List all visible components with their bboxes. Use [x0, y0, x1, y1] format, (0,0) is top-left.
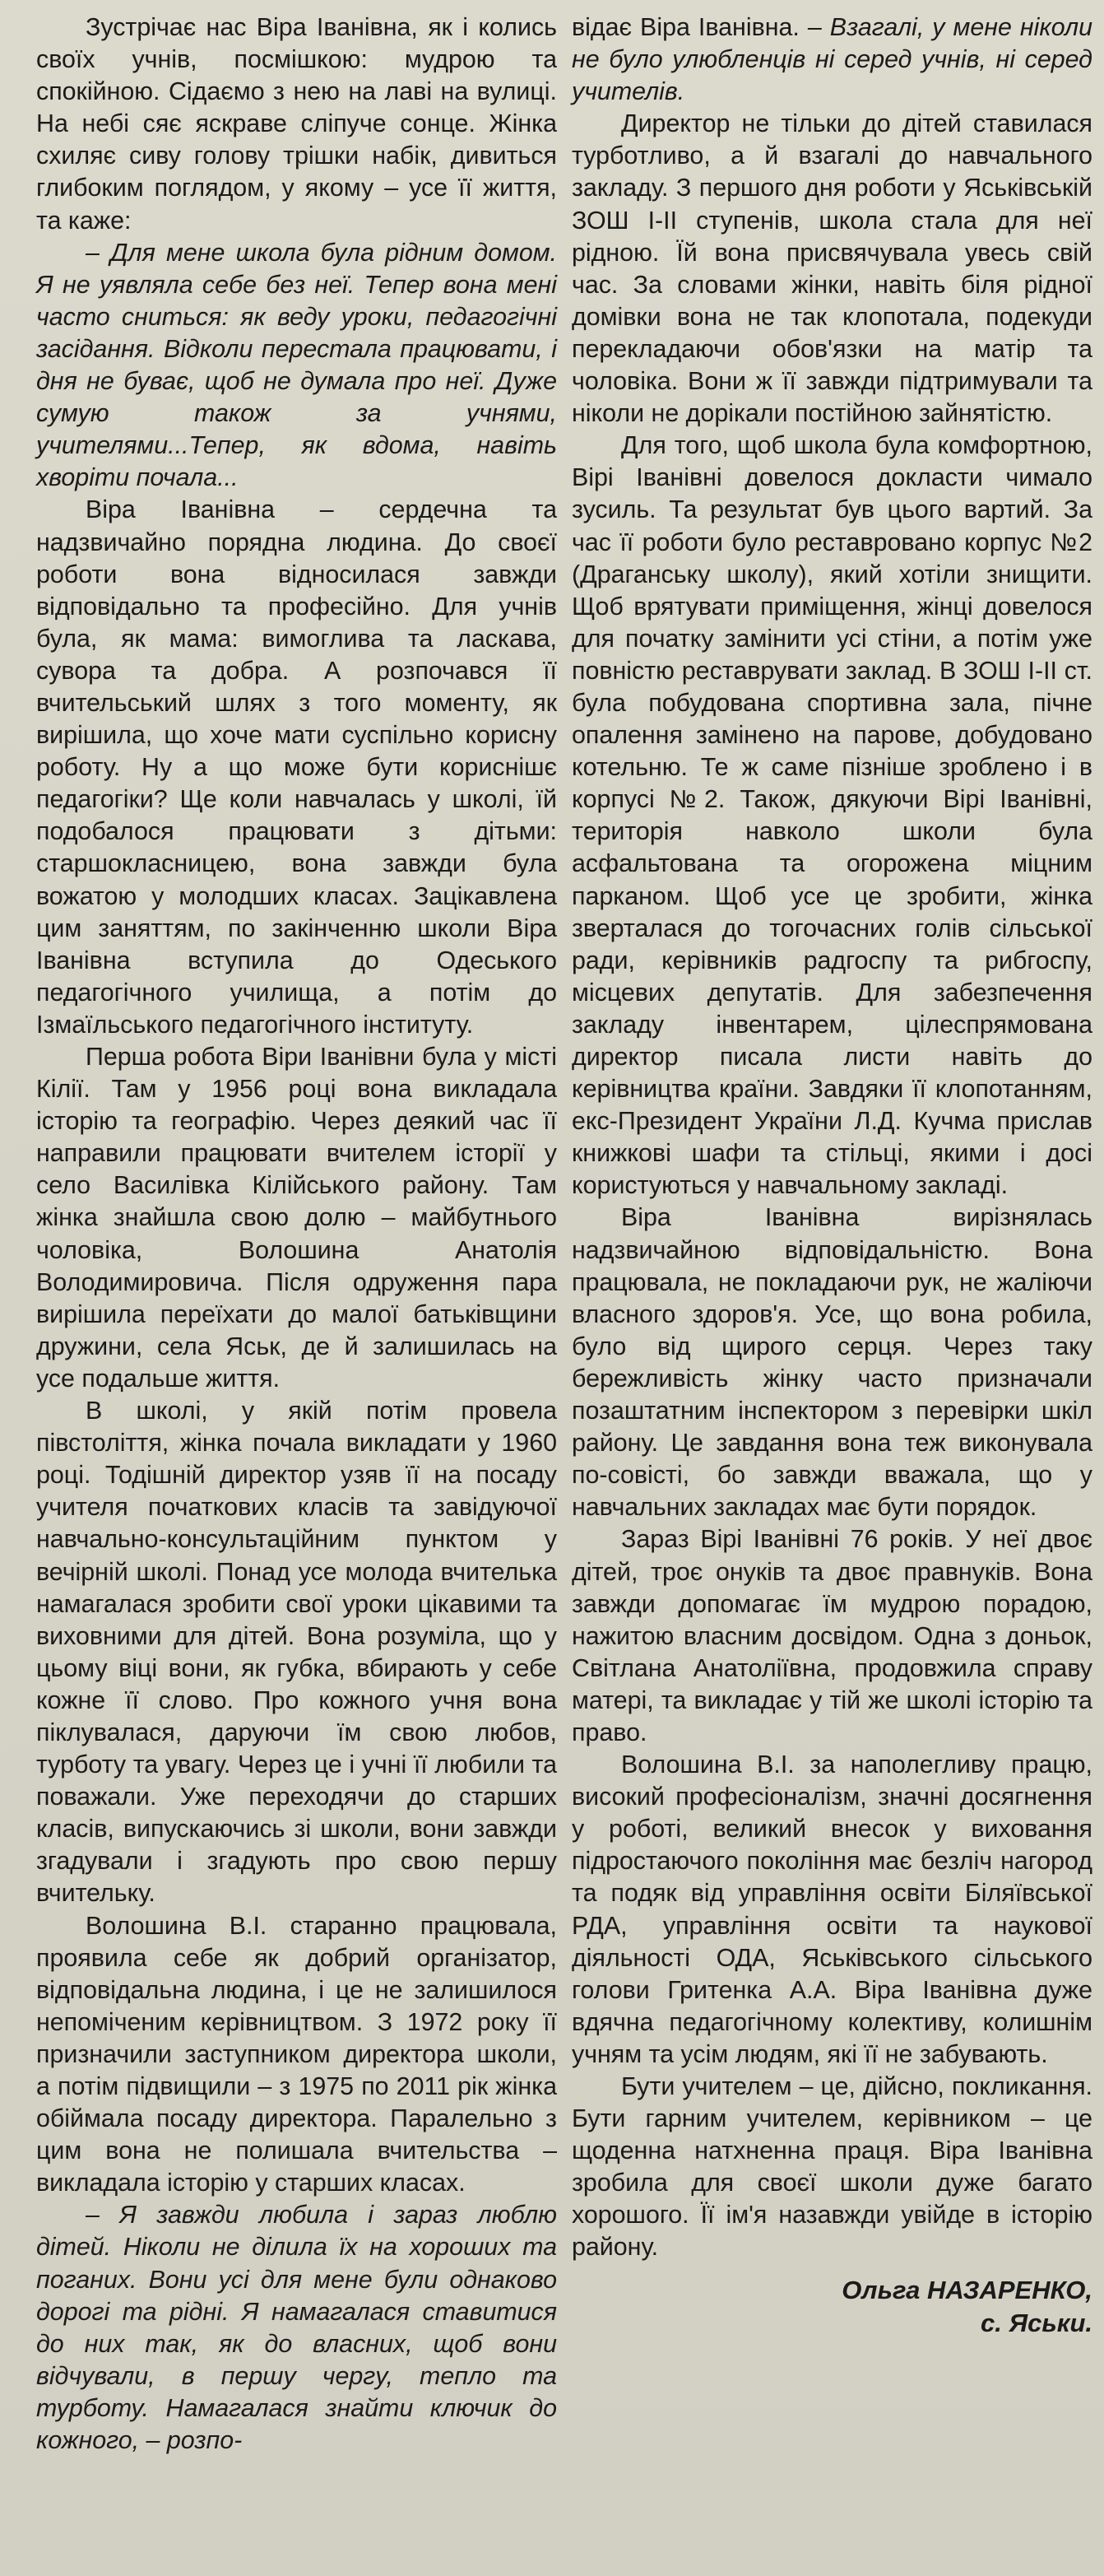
paragraph-renovation: Для того, щоб школа була комфортною, Вірі Іванівні довелося докласти чимало зусиль. Та результат був цього вартий. За час її роботи було реставровано корпус №2 (Драганську школу), який хотіли знищити. Щоб врятувати приміщення, жінці довелося для початку замінити усі стіни, а потім уже повністю реставрувати заклад. В ЗОШ І-ІІ ст. була побудована спортивна зала, пічне опалення замінено на парове, добудовано котельню. Те ж саме пізніше зроблено і в корпусі №2. Також, дякуючи Вірі Іванівні, територія навколо школи була асфальтована та огорожена міцним парканом. Щоб усе це зробити, жінка зверталася до тогочасних голів сільської ради, керівників радгоспу та рибгоспу, місцевих депутатів. Для забезпечення закладу інвентарем, цілеспрямована директор писала листи навіть до керівництва країни. Завдяки її клопотанням, екс-Президент України Л.Д. Кучма прислав книжкові шафи та стільці, якими і досі користуються у навчальному закладі. [572, 431, 1092, 1200]
paragraph-quote-end: відає Віра Іванівна. – Взагалі, у мене ніколи не було улюбленців ні серед учнів, ні серед учителів. [572, 13, 1092, 106]
paragraph-responsibility: Віра Іванівна вирізнялась надзвичайною відповідальністю. Вона працювала, не покладаючи рук, не жаліючи власного здоров'я. Усе, що вона робила, було від щирого серця. Через таку бережливість жінку часто призначали позаштатним інспектором з перевірки шкіл району. Це завдання вона теж виконувала по-совісті, бо завжди вважала, що у навчальних закладах має бути порядок. [572, 1203, 1092, 1522]
paragraph-conclusion: Бути учителем – це, дійсно, покликання. Бути гарним учителем, керівником – це щоденна натхненна праця. Віра Іванівна зробила для своєї школи дуже багато хорошого. Її ім'я назавжди увійде в історію району. [572, 2072, 1092, 2262]
paragraph-care: Директор не тільки до дітей ставилася турботливо, а й взагалі до навчального закладу. З першого дня роботи у Яськівській ЗОШ І-ІІ ступенів, школа стала для неї рідною. Їй вона присвячувала увесь свій час. За словами жінки, навіть біля рідної домівки вона не так клопотала, подекуди перекладаючи обов'язки на матір та чоловіка. Вони ж її завжди підтримували та ніколи не дорікали постійною зайнятістю. [572, 109, 1092, 428]
paragraph-school-career: В школі, у якій потім провела півстоліття, жінка почала викладати у 1960 році. Тодішній директор узяв її на посаду учителя початкових класів та завідуючої навчально-консультаційним пунктом у вечірній школі. Понад усе молода вчителька намагалася зробити свої уроки цікавими та виховними для дітей. Вона розуміла, що у цьому віці вони, як губка, вбирають у себе кожне її слово. Про кожного учня вона піклувалася, даруючи їм свою любов, турботу та увагу. Через це і учні її любили та поважали. Уже переходячи до старших класів, випускаючись зі школи, вони завжди згадували і згадують про свою першу вчительку. [36, 1397, 557, 1908]
paragraph-intro: Зустрічає нас Віра Іванівна, як і колись своїх учнів, посмішкою: мудрою та спокійною. Сідаємо з нею на лаві на вулиці. На небі сяє яскраве сліпуче сонце. Жінка схиляє сиву голову трішки набік, дивиться глибоким поглядом, у якому – усе її життя, та каже: [36, 13, 557, 235]
quote-fragment: Взагалі, у мене ніколи не було улюбленців ні серед учнів, ні серед учителів. [572, 13, 1092, 106]
paragraph-quote-children: – Я завжди любила і зараз люблю дітей. Ніколи не ділила їх на хороших та поганих. Вони усі для мене були однаково дорогі та рідні. Я намагалася ставитися до них так, як до власних, щоб вони відчували, в першу чергу, тепло та турботу. Намагалася знайти ключик до кожного, – розпо- [36, 2201, 557, 2455]
paragraph-first-job: Перша робота Віри Іванівни була у місті Кілії. Там у 1956 році вона викладала історію та географію. Через деякий час її направили працювати вчителем історії у село Василівка Кілійського району. Там жінка знайшла свою долю – майбутнього чоловіка, Волошина Анатолія Володимировича. Після одруження пара вирішила переїхати до малої батьківщини дружини, села Яськ, де й залишилась на усе подальше життя. [36, 1043, 557, 1393]
author-location: с. Яськи. [981, 2308, 1092, 2337]
right-column [572, 12, 1092, 2457]
paragraph-awards: Волошина В.І. за наполегливу працю, високий професіоналізм, значні досягнення у роботі, великий внесок у виховання підростаючого покоління має безліч нагород та подяк від управління освіти Біляївської РДА, управління освіти та наукової діяльності ОДА, Яськівського сільського голови Гритенка А.А. Віра Іванівна дуже вдячна педагогічному колективу, колишнім учням та усім людям, які її не забувають. [572, 1751, 1092, 2068]
paragraph-family: Зараз Вірі Іванівні 76 років. У неї двоє дітей, троє онуків та двоє правнуків. Вона завжди допомагає їм мудрою порадою, нажитою власним досвідом. Одна з доньок, Світлана Анатоліївна, продовжила справу матері, та викладає у тій же школі історію та право. [572, 1525, 1092, 1746]
paragraph-quote-home: – Для мене школа була рідним домом. Я не уявляла себе без неї. Тепер вона мені часто сниться: як веду уроки, педагогічні засідання. Відколи перестала працювати, і дня не буває, щоб не думала про неї. Дуже сумую також за учнями, учителями...Тепер, як вдома, навіть хворіти почала... [36, 238, 557, 492]
article-columns [36, 12, 1092, 2457]
author-signature [572, 2274, 1092, 2340]
paragraph-character: Віра Іванівна – сердечна та надзвичайно порядна людина. До своєї роботи вона відносилася завжди відповідально та професійно. Для учнів була, як мама: вимоглива та ласкава, сувора та добра. А розпочався її вчительський шлях з того моменту, як вирішила, що хоче мати суспільно корисну роботу. Ну а що може бути кориснішє педагогіки? Ще коли навчалась у школі, їй подобалося працювати з дітьми: старшокласницею, вона завжди була вожатою у молодших класах. Зацікавлена цим заняттям, по закінченню школи Віра Іванівна вступила до Одеського педагогічного училища, а потім до Ізмаїльського педагогічного інституту. [36, 495, 557, 1039]
author-name: Ольга НАЗАРЕНКО, [842, 2275, 1092, 2304]
paragraph-director: Волошина В.І. старанно працювала, проявила себе як добрий організатор, відповідальна людина, і це не залишилося непоміченим керівництвом. З 1972 року її призначили заступником директора школи, а потім підвищили – з 1975 по 2011 рік жінка обіймала посаду директора. Паралельно з цим вона не полишала вчительства – викладала історію у старших класах. [36, 1911, 557, 2197]
left-column [36, 12, 557, 2457]
